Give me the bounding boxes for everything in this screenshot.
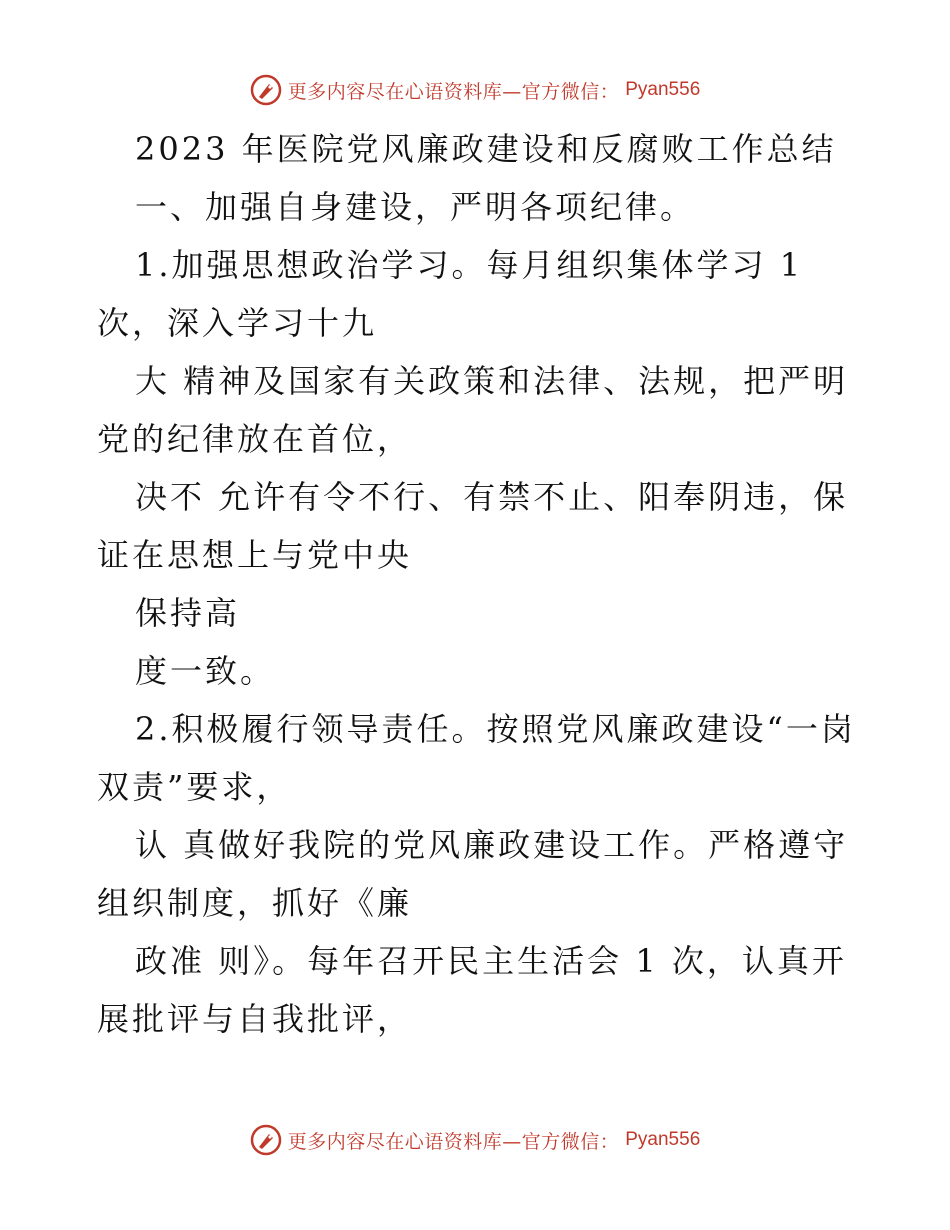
document-body [97, 120, 857, 1048]
text-line: 决不 允许有令不行、有禁不止、阳奉阴违，保 [135, 478, 849, 516]
text-line: 政准 则》。每年召开民主生活会 1 次，认真开 [135, 942, 847, 980]
text-line: 次，深入学习十九 [97, 304, 378, 342]
text-line: 大 精神及国家有关政策和法律、法规，把严明 [135, 362, 849, 400]
section-heading: 一、加强自身建设，严明各项纪律。 [135, 188, 696, 226]
text-line: 展批评与自我批评， [97, 1000, 413, 1038]
text-line: 组织制度，抓好《廉 [97, 884, 413, 922]
text-line: 保持高 [135, 594, 241, 632]
pen-nib-circle-icon [250, 74, 282, 106]
text-line: 度一致。 [135, 652, 276, 690]
text-line: 证在思想上与党中央 [97, 536, 413, 574]
text-line: 党的纪律放在首位， [97, 420, 413, 458]
watermark-wechat-id: Pyan556 [625, 1129, 701, 1150]
watermark-site-text: 更多内容尽在心语资料库—官方微信： [287, 1130, 620, 1153]
text-line: 认 真做好我院的党风廉政建设工作。严格遵守 [135, 826, 849, 864]
text-line: 双责”要求， [97, 768, 292, 806]
watermark-site-text: 更多内容尽在心语资料库—官方微信： [287, 80, 620, 103]
watermark-wechat-id: Pyan556 [625, 79, 701, 100]
watermark-banner-bottom [0, 1120, 950, 1160]
text-line: 1.加强思想政治学习。每月组织集体学习 1 [135, 246, 804, 284]
document-title: 2023 年医院党风廉政建设和反腐败工作总结 [135, 130, 837, 168]
pen-nib-circle-icon [250, 1124, 282, 1156]
watermark-banner-top [0, 70, 950, 110]
text-line: 2.积极履行领导责任。按照党风廉政建设“一岗 [135, 710, 856, 748]
